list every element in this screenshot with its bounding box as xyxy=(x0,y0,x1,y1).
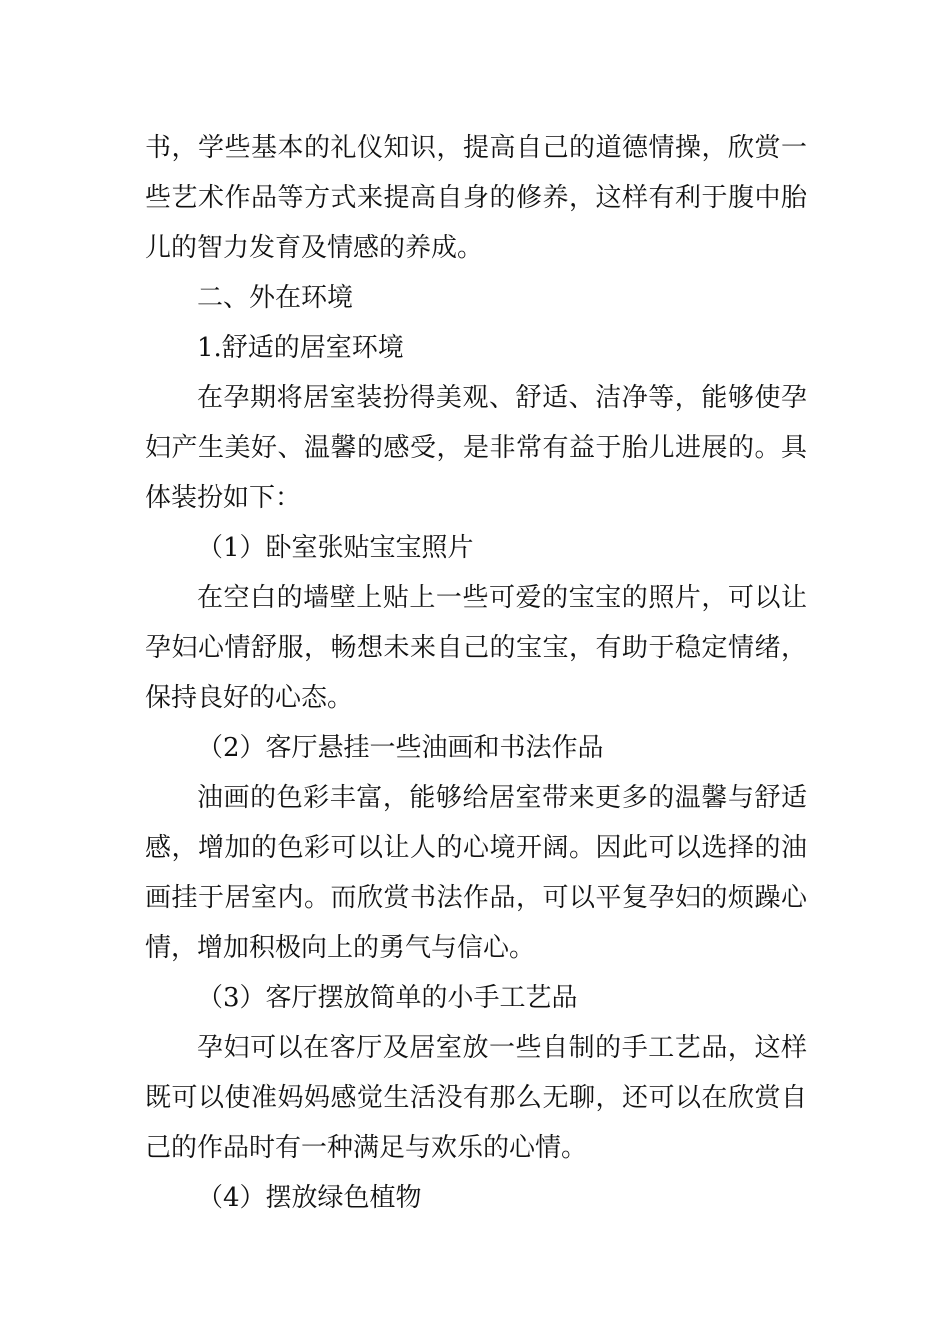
paragraph-line: 情，增加积极向上的勇气与信心。 xyxy=(145,933,536,963)
paragraph-line: 书，学些基本的礼仪知识，提高自己的道德情操，欣赏一 xyxy=(145,133,807,163)
paragraph-line: 妇产生美好、温馨的感受，是非常有益于胎儿进展的。具 xyxy=(145,433,807,463)
paragraph-line: 既可以使准妈妈感觉生活没有那么无聊，还可以在欣赏自 xyxy=(145,1083,807,1113)
item-heading: （2）客厅悬挂一些油画和书法作品 xyxy=(197,733,604,763)
paragraph-line: 画挂于居室内。而欣赏书法作品，可以平复孕妇的烦躁心 xyxy=(145,883,807,913)
item-heading: （3）客厅摆放简单的小手工艺品 xyxy=(197,983,578,1013)
paragraph-line: 体装扮如下： xyxy=(145,483,302,513)
item-heading: （4）摆放绿色植物 xyxy=(197,1183,422,1213)
paragraph-line: 己的作品时有一种满足与欢乐的心情。 xyxy=(145,1133,588,1163)
paragraph-line: 儿的智力发育及情感的养成。 xyxy=(145,233,484,263)
item-heading: （1）卧室张贴宝宝照片 xyxy=(197,533,474,563)
paragraph-line: 孕妇心情舒服，畅想未来自己的宝宝，有助于稳定情绪， xyxy=(145,633,807,663)
paragraph-line: 在孕期将居室装扮得美观、舒适、洁净等，能够使孕 xyxy=(197,383,807,413)
paragraph-line: 些艺术作品等方式来提高自身的修养，这样有利于腹中胎 xyxy=(145,183,807,213)
paragraph-line: 感，增加的色彩可以让人的心境开阔。因此可以选择的油 xyxy=(145,833,807,863)
subsection-heading: 1.舒适的居室环境 xyxy=(197,333,404,363)
paragraph-line: 孕妇可以在客厅及居室放一些自制的手工艺品，这样 xyxy=(197,1033,807,1063)
paragraph-line: 在空白的墙壁上贴上一些可爱的宝宝的照片，可以让 xyxy=(197,583,807,613)
section-heading: 二、外在环境 xyxy=(197,283,354,313)
document-body xyxy=(145,123,807,1223)
paragraph-line: 保持良好的心态。 xyxy=(145,683,354,713)
paragraph-line: 油画的色彩丰富，能够给居室带来更多的温馨与舒适 xyxy=(197,783,807,813)
